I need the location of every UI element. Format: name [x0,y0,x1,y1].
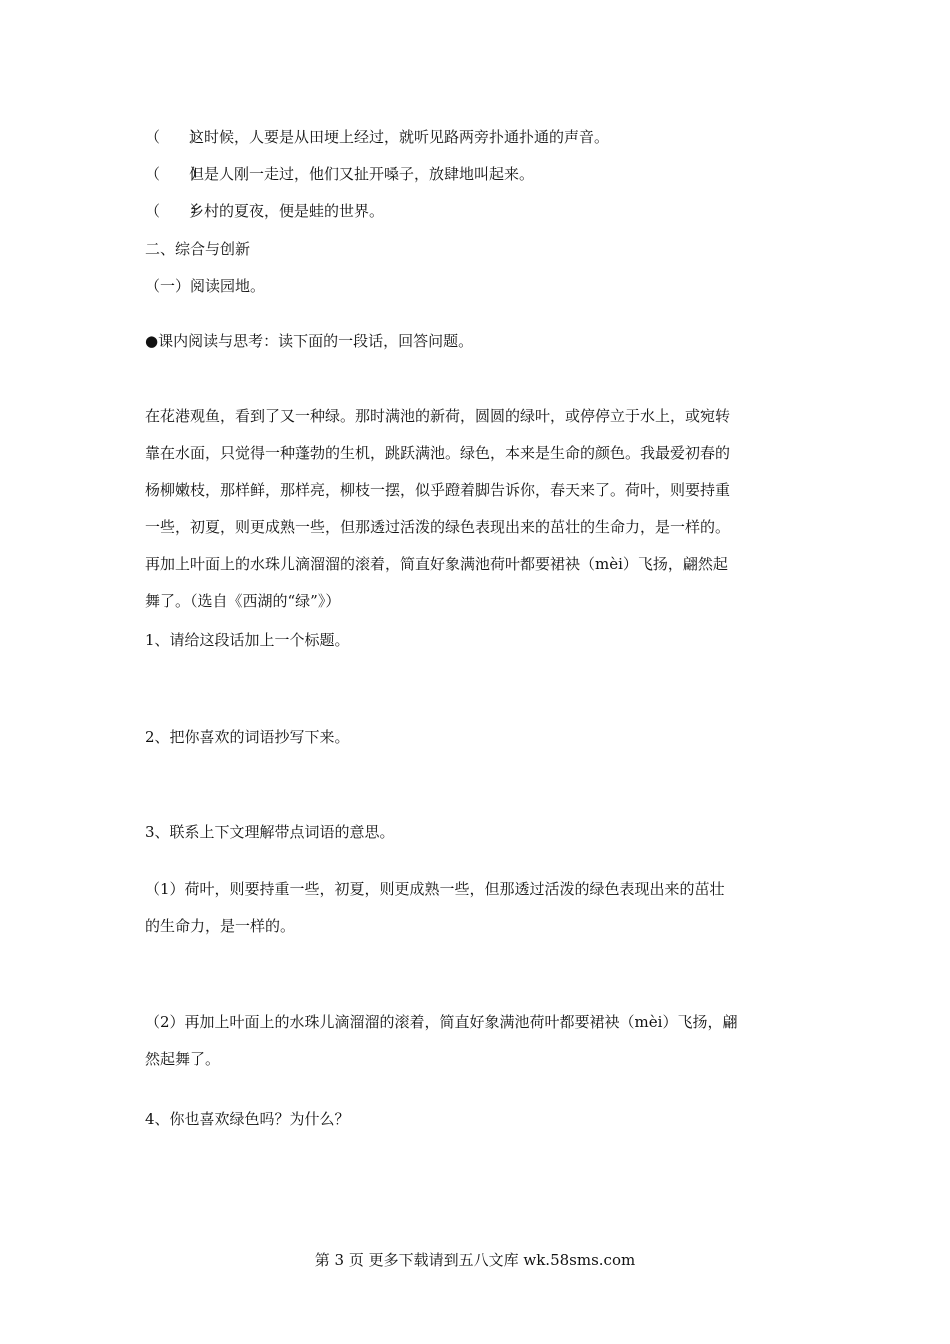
passage-line: 在花港观鱼，看到了又一种绿。那时满池的新荷，圆圆的绿叶，或停停立于水上，或宛转 [145,407,731,425]
question-3-2-line: （2）再加上叶面上的水珠儿滴溜溜的滚着，简直好象满池荷叶都要裙袂（mèi）飞扬，翩 [145,1013,738,1031]
order-item-text: 这时候，人要是从田埂上经过，就听见路两旁扑通扑通的声音。 [189,128,610,146]
order-blank[interactable]: （ ） [145,165,206,183]
order-item-3 [145,201,384,221]
order-item-1 [145,127,609,147]
question-4: 4、你也喜欢绿色吗？为什么？ [145,1110,350,1128]
order-blank[interactable]: （ ） [145,128,206,146]
passage-line: 舞了。（选自《西湖的“绿”》） [145,592,341,610]
question-3: 3、联系上下文理解带点词语的意思。 [145,823,395,841]
passage-line: 靠在水面，只觉得一种蓬勃的生机，跳跃满池。绿色，本来是生命的颜色。我最爱初春的 [145,444,731,462]
question-3-1-line: 的生命力，是一样的。 [145,917,296,935]
order-item-2 [145,164,534,184]
order-blank[interactable]: （ ） [145,202,206,220]
question-3-1-line: （1）荷叶，则要持重一些，初夏，则更成熟一些，但那透过活泼的绿色表现出来的茁壮 [145,880,725,898]
page-footer: 第 3 页 更多下载请到五八文库 wk.58sms.com [314,1251,636,1269]
passage-line: 一些，初夏，则更成熟一些，但那透过活泼的绿色表现出来的茁壮的生命力，是一样的。 [145,518,731,536]
question-3-2 [145,1004,815,1078]
subsection-title: （一）阅读园地。 [145,277,266,295]
question-3-2-line: 然起舞了。 [145,1050,221,1068]
reading-instruction: ●课内阅读与思考：读下面的一段话，回答问题。 [145,332,474,350]
question-2: 2、把你喜欢的词语抄写下来。 [145,728,350,746]
reading-passage [145,398,815,620]
order-item-text: 但是人刚一走过，他们又扯开嗓子，放肆地叫起来。 [189,165,535,183]
order-item-text: 乡村的夏夜，便是蛙的世界。 [189,202,385,220]
question-3-1 [145,871,815,945]
passage-line: 再加上叶面上的水珠儿滴溜溜的滚着，简直好象满池荷叶都要裙袂（mèi）飞扬，翩然起 [145,555,728,573]
section-title: 二、综合与创新 [145,240,251,258]
passage-line: 杨柳嫩枝，那样鲜，那样亮，柳枝一摆，似乎蹬着脚告诉你，春天来了。荷叶，则要持重 [145,481,731,499]
question-1: 1、请给这段话加上一个标题。 [145,631,350,649]
